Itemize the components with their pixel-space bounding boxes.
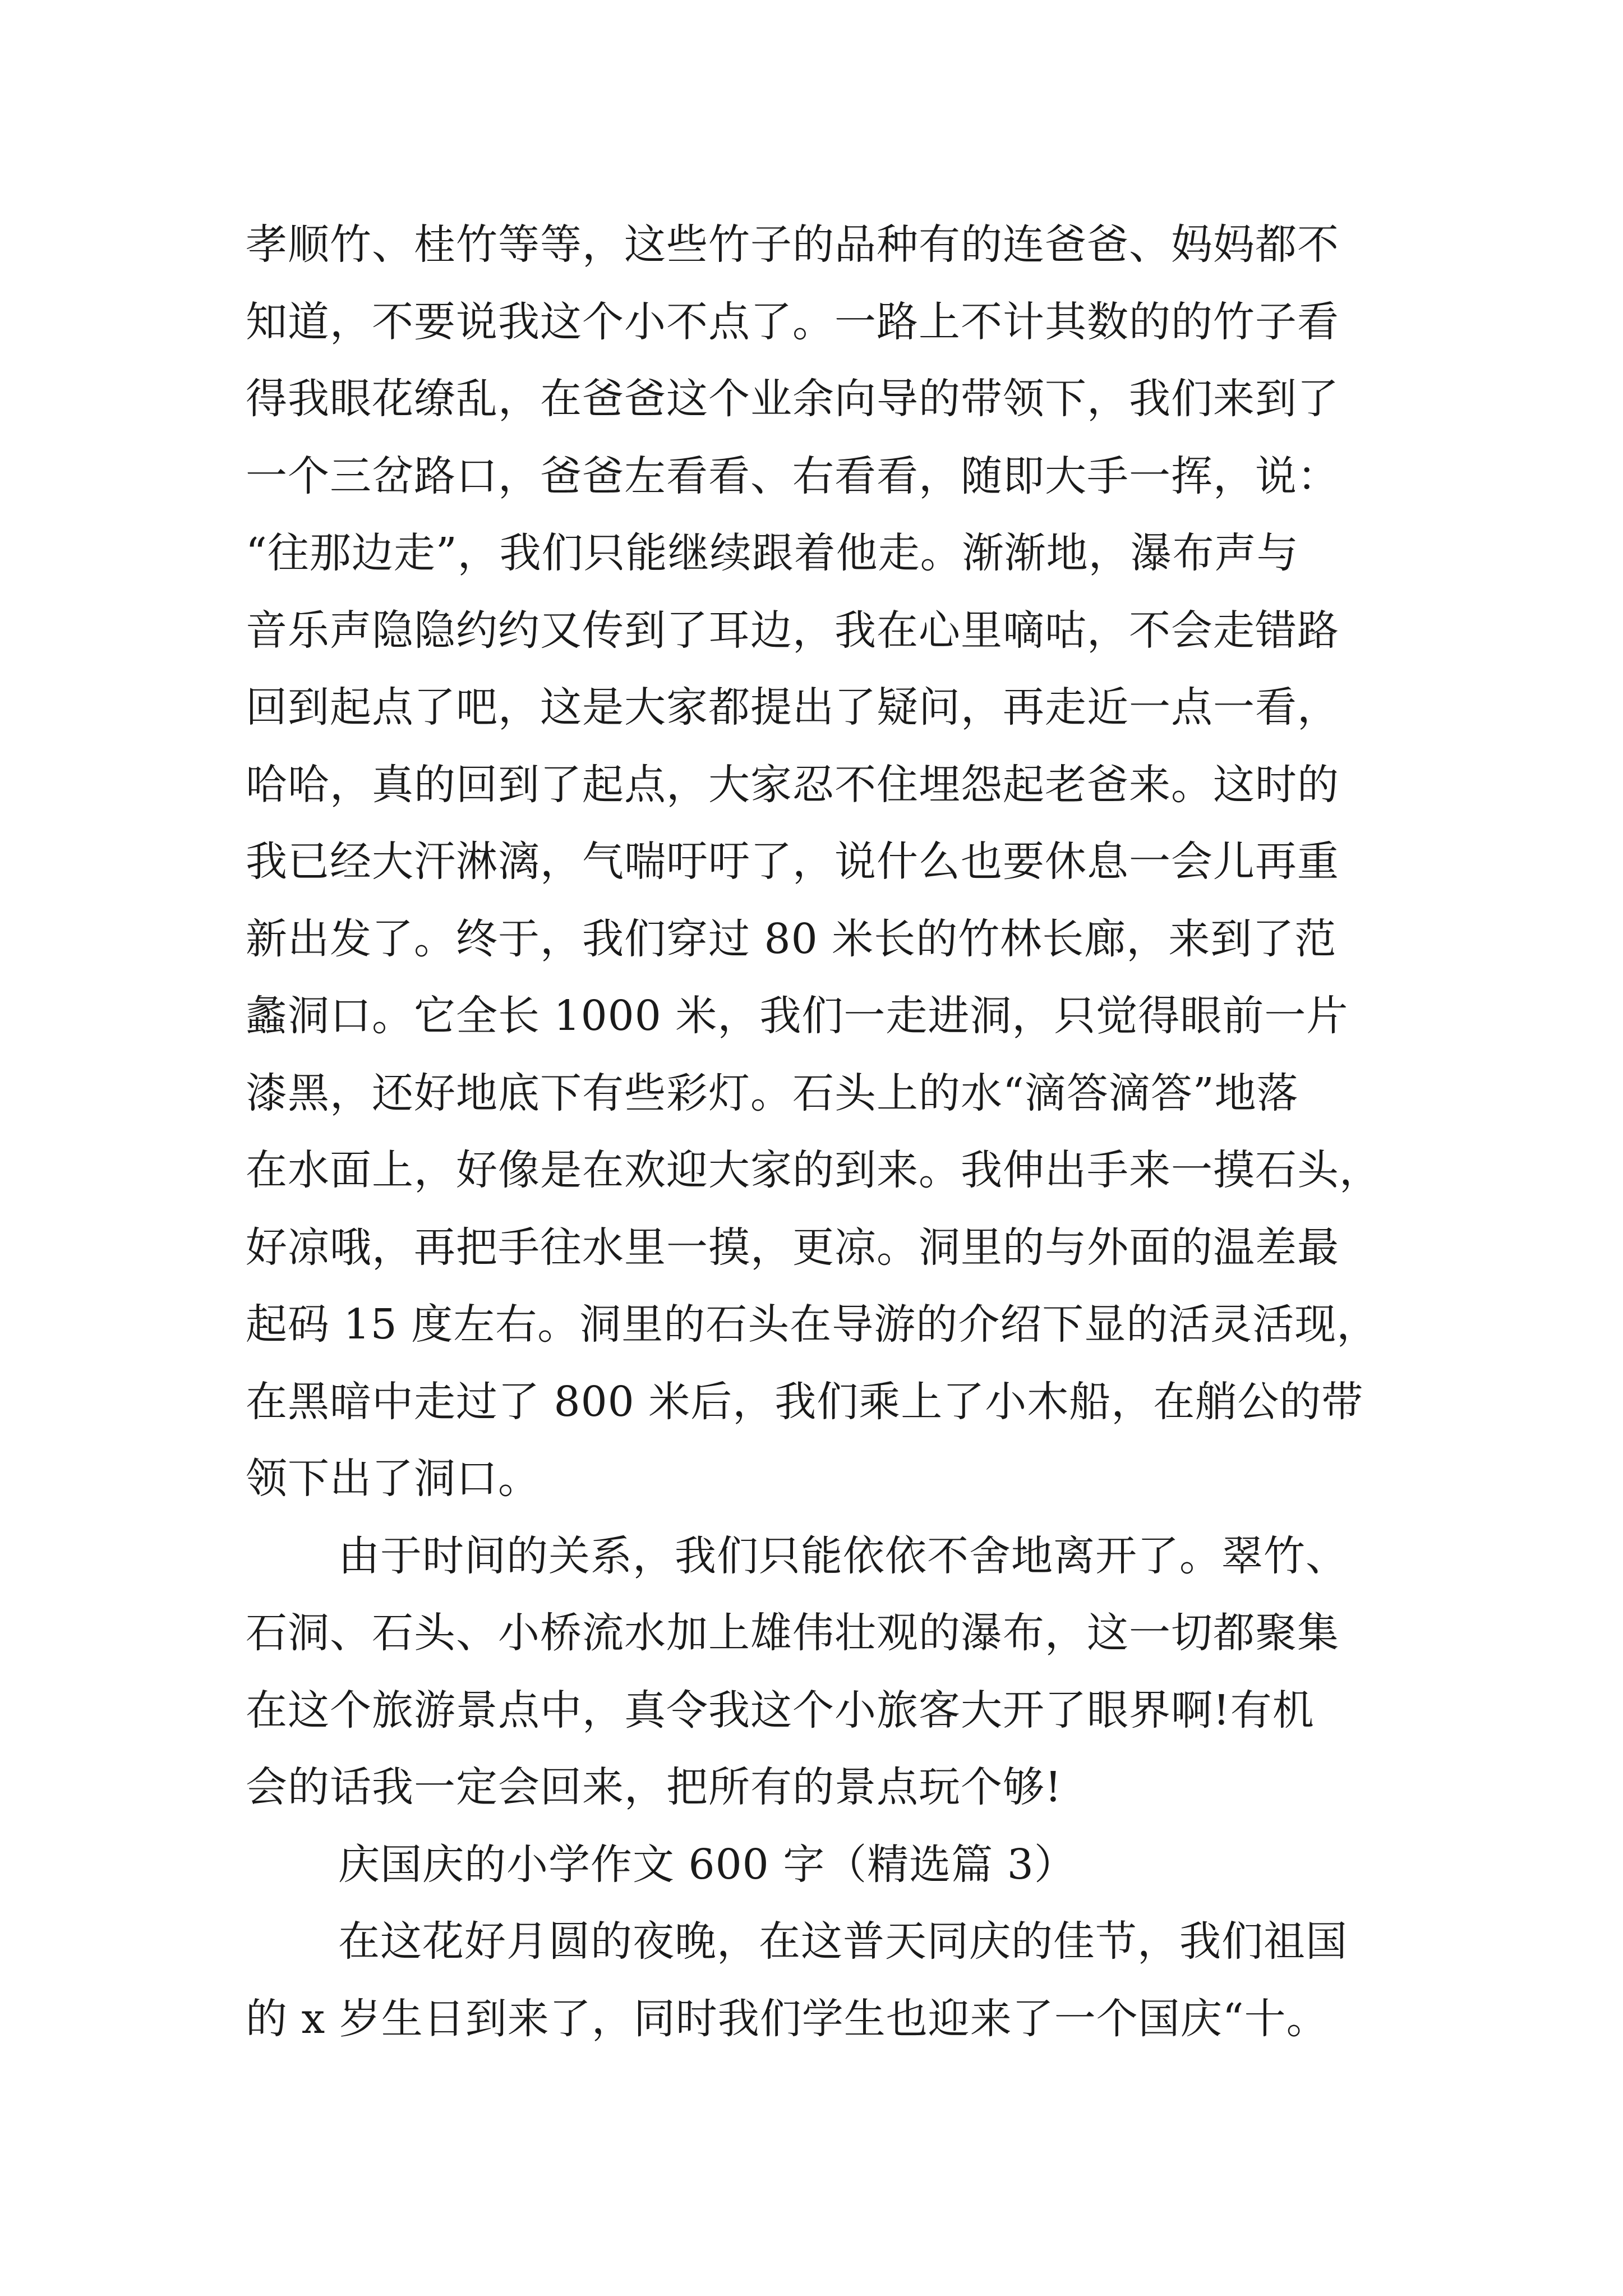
text-line: 由于时间的关系，我们只能依依不舍地离开了。翠竹、	[338, 1531, 1348, 1580]
text-line: 我已经大汗淋漓，气喘吁吁了，说什么也要休息一会儿再重	[246, 838, 1339, 886]
text-line: 哈哈，真的回到了起点，大家忍不住埋怨起老爸来。这时的	[246, 760, 1339, 809]
text-line: 漆黑，还好地底下有些彩灯。石头上的水“滴答滴答”地落	[246, 1069, 1299, 1117]
text-line: 在黑暗中走过了 800 米后，我们乘上了小木船，在艄公的带	[246, 1377, 1364, 1426]
text-line: 在这个旅游景点中，真令我这个小旅客大开了眼界啊!有机	[246, 1686, 1315, 1734]
text-line: “往那边走”，我们只能继续跟着他走。渐渐地，瀑布声与	[246, 529, 1299, 577]
text-line: 石洞、石头、小桥流水加上雄伟壮观的瀑布，这一切都聚集	[246, 1609, 1339, 1657]
text-line: 音乐声隐隐约约又传到了耳边，我在心里嘀咕，不会走错路	[246, 606, 1339, 655]
text-line: 在这花好月圆的夜晚，在这普天同庆的佳节，我们祖国	[338, 1917, 1348, 1966]
text-line: 蠡洞口。它全长 1000 米，我们一走进洞，只觉得眼前一片	[246, 992, 1349, 1040]
text-line: 一个三岔路口，爸爸左看看、右看看，随即大手一挥，说：	[246, 452, 1339, 500]
text-line: 的 x 岁生日到来了，同时我们学生也迎来了一个国庆“十。	[246, 1994, 1329, 2043]
document-body	[246, 206, 1401, 2058]
text-line: 好凉哦，再把手往水里一摸，更凉。洞里的与外面的温差最	[246, 1223, 1339, 1272]
text-line: 新出发了。终于，我们穿过 80 米长的竹林长廊，来到了范	[246, 914, 1337, 963]
text-line: 会的话我一定会回来，把所有的景点玩个够!	[246, 1763, 1062, 1811]
text-line: 孝顺竹、桂竹等等，这些竹子的品种有的连爸爸、妈妈都不	[246, 220, 1339, 269]
text-line: 知道，不要说我这个小不点了。一路上不计其数的的竹子看	[246, 297, 1339, 346]
text-line: 庆国庆的小学作文 600 字（精选篇 3）	[338, 1840, 1076, 1889]
text-line: 得我眼花缭乱，在爸爸这个业余向导的带领下，我们来到了	[246, 375, 1339, 423]
text-line: 领下出了洞口。	[246, 1455, 540, 1503]
text-line: 在水面上，好像是在欢迎大家的到来。我伸出手来一摸石头，	[246, 1146, 1381, 1194]
text-line: 起码 15 度左右。洞里的石头在导游的介绍下显的活灵活现，	[246, 1300, 1379, 1349]
text-line: 回到起点了吧，这是大家都提出了疑问，再走近一点一看，	[246, 683, 1339, 731]
